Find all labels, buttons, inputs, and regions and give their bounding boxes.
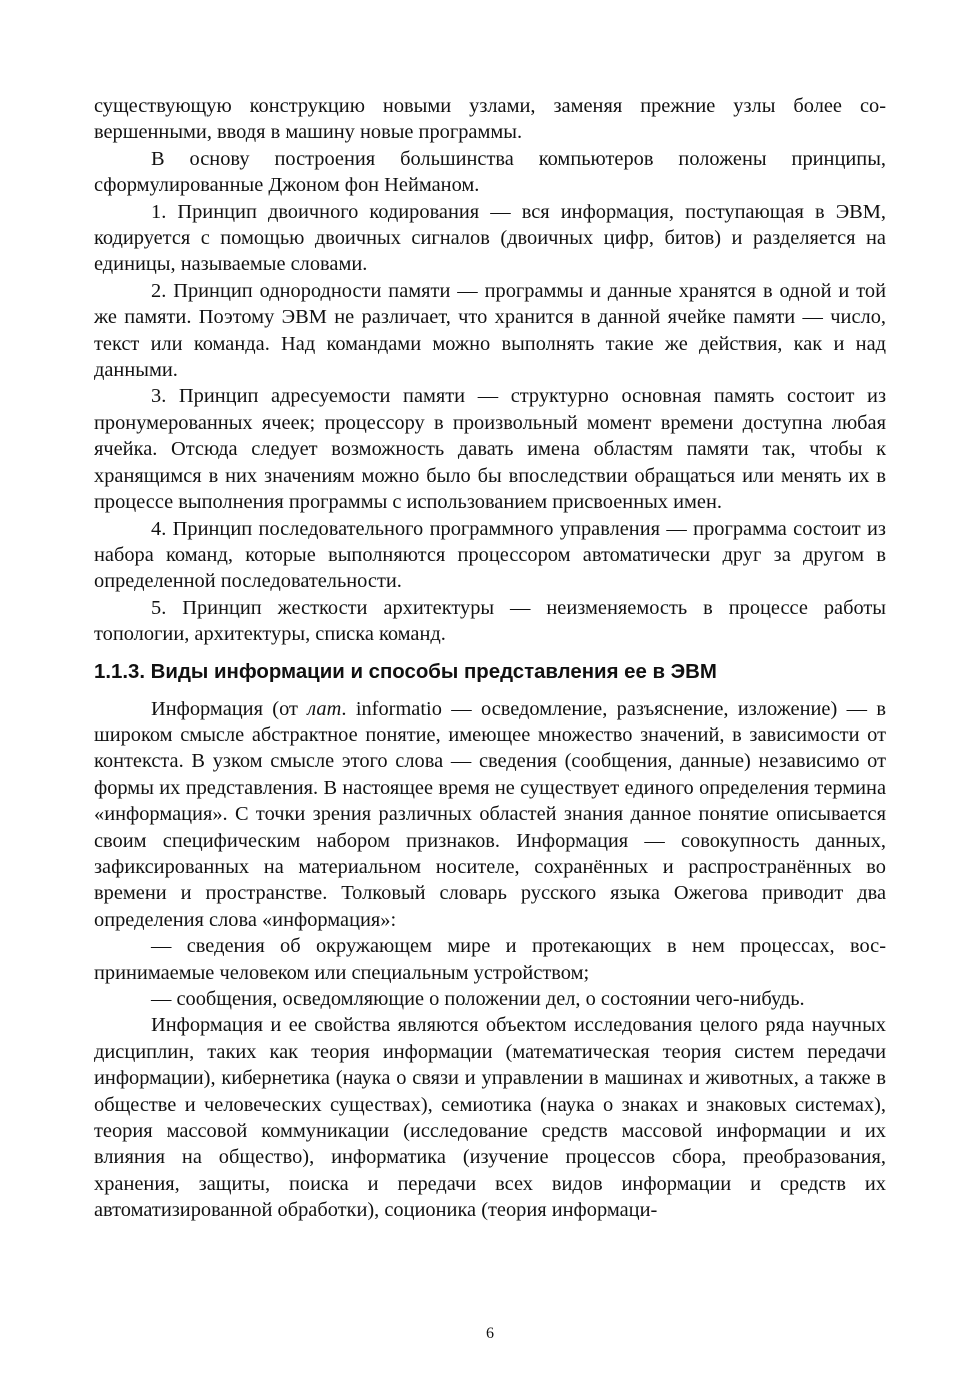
principle-sequential-control: 4. Принцип последовательного программного управления — программа состоит из набора команд, которые выполняются процессором автоматически друг за другом в определенной последовательности.: [94, 517, 886, 593]
paragraph: В основу построения большинства компьютеров положены принципы, сформулированные Джоном фон Нейманом.: [94, 147, 886, 197]
information-definition-paragraph: [94, 696, 886, 934]
definition-item-2: — сообщения, осведомляющие о положении дел, о состоянии чего-нибудь.: [151, 988, 805, 1010]
definition-item-1: — сведения об окружающем мире и протекающих в нем процессах, воспринимаемые человеком или специальным устройством;: [94, 935, 886, 984]
principle-memory-homogeneity: 2. Принцип однородности памяти — программы и данные хранятся в одной и той же памяти. Поэтому ЭВМ не различает, что хранится в данной ячейке памяти — число, текст или команда. Над командами можно выполнять такие же действия, как и над данными.: [94, 279, 886, 382]
paragraph: существующую конструкцию новыми узлами, заменяя прежние узлы более совершенными, вводя в машину новые программы.: [94, 95, 886, 144]
principle-memory-addressability: 3. Принцип адресуемости памяти — структурно основная память состоит из пронумерованных ячеек; процессору в произвольный момент времени доступна любая ячейка. Отсюда следует возможность давать имена областям памяти так, чтобы к хранящимся в них значениям можно было бы впоследствии обращаться или менять их в процессе выполнения программы с использованием присвоенных имен.: [94, 385, 886, 514]
principle-binary-coding: 1. Принцип двоичного кодирования — вся информация, поступающая в ЭВМ, кодируется с помощью двоичных сигналов (двоичных цифр, битов) и разделяется на единицы, называемые словами.: [94, 200, 886, 276]
paragraph: Информация и ее свойства являются объектом исследования целого ряда научных дисциплин, таких как теория информации (математическая теория систем передачи информации), кибернетика (наука о связи и управлении в машинах и животных, а также в обществе и человеческих существах), семиотика (наука о знаках и знаковых системах), теория массовой коммуникации (исследование средств массовой информации и их влияния на общество), информатика (изучение процессов сбора, преобразования, хранения, защиты, поиска и передачи всех видов информации и средств их автоматизированной обработки), соционика (теория информаци-: [94, 1014, 886, 1222]
principle-rigid-architecture: 5. Принцип жесткости архитектуры — неизменяемость в процессе работы топологии, архитектуры, списка команд.: [94, 596, 886, 646]
italic-abbreviation: лат: [307, 697, 342, 720]
paragraphs-before: [94, 93, 886, 648]
page-number: 6: [486, 1325, 494, 1342]
text-segment: Информация (от: [151, 697, 308, 720]
text-segment: . informatio — осведомление, разъяснение, изложение) — в широком смысле абстрактное понятие, имеющее множество значений, в зависимости от контекста. В узком смысле этого слова — сведения (сообщения, данные) независимо от формы их представления. В настоящее время не существует единого определения термина «информация». С точки зрения различных областей знания данное понятие описывается своим специфическим набором признаков. Информация — совокупность данных, зафиксированных на материальном носителе, сохранённых и распространённых во времени и пространстве. Толковый словарь русского языка Ожегова приводит два определения слова «информация»:: [94, 697, 886, 931]
section-heading: 1.1.3. Виды информации и способы представления ее в ЭВМ: [94, 660, 717, 683]
paragraphs-after: [94, 933, 886, 1223]
document-page: [94, 93, 886, 1224]
